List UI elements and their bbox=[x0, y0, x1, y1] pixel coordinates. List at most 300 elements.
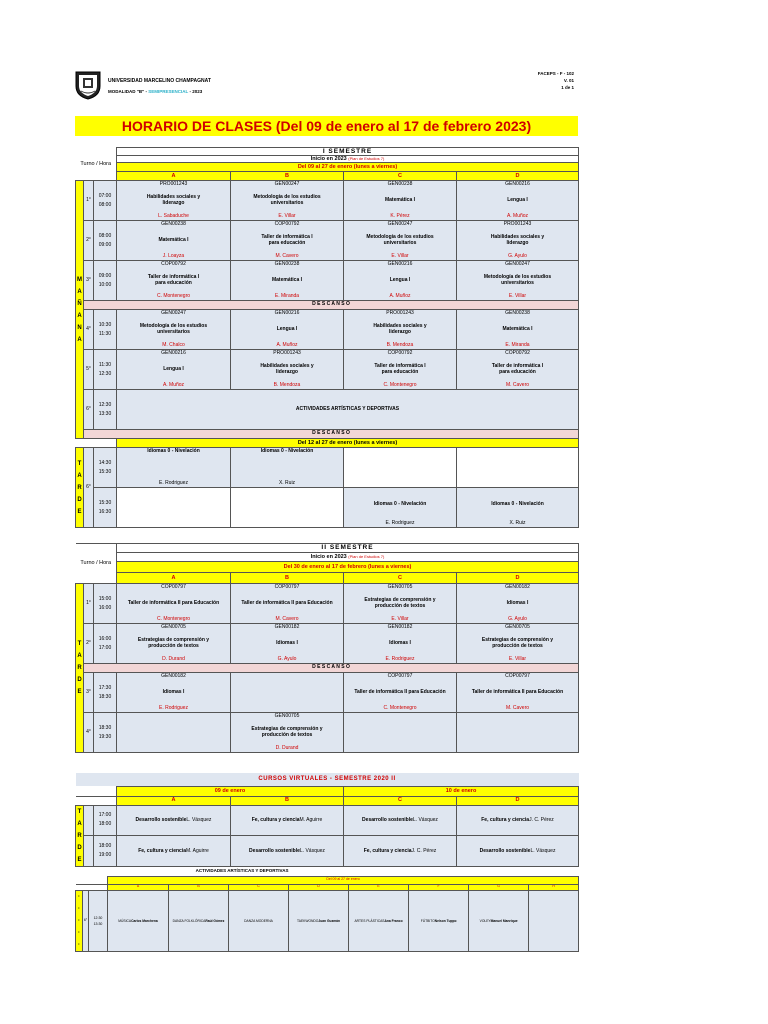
course-cell bbox=[457, 624, 579, 664]
time-start: 17:00 bbox=[98, 812, 112, 819]
course-cell bbox=[344, 181, 457, 221]
blank-cell bbox=[76, 439, 117, 448]
empty-cell bbox=[457, 713, 579, 753]
instructor-name: Juan Guzmán bbox=[318, 918, 340, 923]
column-header: D bbox=[457, 796, 579, 805]
course-name-line-1: Idiomas I bbox=[389, 639, 411, 646]
tarde-label bbox=[76, 448, 84, 528]
course-code: GEN00182 bbox=[274, 624, 300, 630]
period-number bbox=[84, 805, 94, 836]
time-end: 16:00 bbox=[98, 604, 112, 611]
time-end: 18:30 bbox=[98, 693, 112, 700]
professor-name: E. Villar bbox=[278, 212, 296, 219]
professor-name: D. Durand bbox=[162, 655, 185, 662]
course-cell bbox=[117, 261, 231, 301]
course-name-line-1: Lengua I bbox=[276, 325, 298, 332]
virtual-course-cell bbox=[117, 836, 231, 867]
time-start: 15:30 bbox=[98, 499, 112, 506]
course-name-line-1: Habilidades sociales y bbox=[373, 323, 427, 330]
activity-name: VOLEY bbox=[479, 918, 491, 923]
professor-name: L. Vásquez bbox=[412, 817, 438, 824]
column-header: E bbox=[349, 884, 409, 890]
course-cell bbox=[344, 261, 457, 301]
virtual-course-cell bbox=[344, 836, 457, 867]
shift-letter: E bbox=[77, 508, 82, 515]
course-name-line-1: Lengua I bbox=[389, 276, 411, 283]
course-name-line-2: universitarios bbox=[383, 239, 417, 246]
course-cell bbox=[457, 673, 579, 713]
period-number: 3° bbox=[84, 673, 94, 713]
course-cell bbox=[117, 448, 231, 488]
course-name-line-1: Matemática I bbox=[502, 325, 533, 332]
modality-year: - 2023 bbox=[188, 89, 203, 94]
time-start: 16:00 bbox=[98, 635, 112, 642]
course-code: GEN00182 bbox=[505, 584, 530, 590]
activity-cell bbox=[289, 890, 349, 951]
shift-letter: R bbox=[77, 484, 82, 491]
time-slot bbox=[94, 836, 117, 867]
course-code: GEN00216 bbox=[387, 261, 413, 268]
instructor-name: Raúl Gómez bbox=[205, 918, 225, 923]
course-name: Fe, cultura y ciencia bbox=[251, 817, 300, 824]
column-header: B bbox=[231, 172, 344, 181]
course-name-line-1: Habilidades sociales y bbox=[260, 363, 314, 370]
time-end: 19:00 bbox=[98, 851, 112, 858]
course-code: GEN00216 bbox=[505, 181, 530, 188]
professor-name: B. Mendoza bbox=[386, 341, 414, 348]
course-name-line-1: Habilidades sociales y bbox=[146, 194, 201, 201]
semester-2-title: II SEMESTRE bbox=[117, 544, 579, 553]
course-name: Idiomas 0 - Nivelación bbox=[373, 501, 427, 508]
professor-name: E. Rodriguez bbox=[385, 519, 415, 526]
column-header: G bbox=[469, 884, 529, 890]
column-header: C bbox=[344, 796, 457, 805]
time-slot bbox=[94, 488, 117, 528]
virtual-course-cell bbox=[457, 805, 579, 836]
professor-name: E. Rodriguez bbox=[159, 479, 188, 486]
column-header: A bbox=[108, 884, 169, 890]
course-name: Idiomas 0 - Nivelación bbox=[147, 448, 200, 455]
professor-name: M. Cavero bbox=[275, 615, 299, 622]
page-title-bar bbox=[75, 116, 578, 136]
course-name: Desarrollo sostenible bbox=[249, 847, 300, 854]
professor-name: K. Pérez bbox=[390, 212, 410, 219]
course-code: COP00792 bbox=[505, 350, 530, 357]
activity-cell bbox=[229, 890, 289, 951]
professor-name: C. Montenegro bbox=[383, 704, 417, 711]
course-cell bbox=[117, 488, 231, 528]
time-slot bbox=[94, 805, 117, 836]
time-end: 12:30 bbox=[98, 370, 112, 377]
course-cell bbox=[231, 350, 344, 390]
course-code: COP00792 bbox=[274, 221, 300, 228]
doc-version: V. 01 bbox=[563, 78, 574, 83]
time-start: 11:30 bbox=[98, 361, 112, 368]
semester-1-title: I SEMESTRE bbox=[117, 148, 579, 156]
course-name: Fe, cultura y ciencia bbox=[481, 817, 530, 824]
course-cell bbox=[344, 350, 457, 390]
activity-cell bbox=[349, 890, 409, 951]
course-code: PRO001243 bbox=[386, 310, 414, 317]
course-name-line-1: Taller de informática II para Educación bbox=[354, 688, 446, 695]
empty-cell bbox=[117, 713, 231, 753]
course-cell bbox=[117, 673, 231, 713]
professor-name: E. Villar bbox=[508, 292, 527, 299]
course-name-line-1: Matemática I bbox=[271, 276, 302, 283]
virtual-course-cell bbox=[344, 805, 457, 836]
course-cell bbox=[344, 221, 457, 261]
course-name-line-1: Habilidades sociales y bbox=[490, 234, 545, 241]
semester-1-start bbox=[117, 156, 579, 163]
shift-letter: D bbox=[77, 677, 82, 683]
semester-2-inicio: Inicio en 2023 bbox=[310, 553, 347, 560]
shift-letter: T bbox=[77, 808, 82, 815]
period-number: 2° bbox=[84, 624, 94, 664]
time-start: 18:30 bbox=[98, 724, 112, 731]
manana-label bbox=[76, 181, 84, 439]
afternoon-range: Del 12 al 27 de enero (lunes a viernes) bbox=[117, 439, 579, 448]
semester-1-inicio: Inicio en 2023 bbox=[310, 156, 347, 163]
course-code: GEN00182 bbox=[161, 673, 186, 679]
professor-name: X. Ruiz bbox=[509, 519, 526, 526]
arts-title: ACTIVIDADES ARTÍSTICAS Y DEPORTIVAS bbox=[195, 867, 289, 873]
course-name-line-1: Matemática I bbox=[158, 236, 189, 243]
virtual-course-cell bbox=[117, 805, 231, 836]
time-end: 11:30 bbox=[98, 330, 112, 337]
time-end: 13:30 bbox=[98, 410, 112, 417]
shift-letter: A bbox=[77, 312, 82, 319]
time-slot bbox=[94, 448, 117, 488]
time-end: 17:00 bbox=[98, 644, 112, 651]
course-code: COP00792 bbox=[387, 350, 413, 357]
shift-letter: A bbox=[77, 336, 82, 343]
break-row: D E S C A N S O bbox=[84, 301, 579, 310]
time-start: 12:30 bbox=[98, 401, 112, 408]
shift-letter: A bbox=[77, 653, 82, 659]
course-cell bbox=[457, 488, 579, 528]
shift-letter: D bbox=[77, 844, 82, 851]
time-end: 13:30 bbox=[93, 921, 103, 926]
time-end: 10:00 bbox=[98, 281, 112, 288]
doc-code: FACEPS - F - 102 bbox=[537, 71, 574, 76]
course-cell bbox=[117, 624, 231, 664]
professor-name: L. Vásquez bbox=[186, 817, 212, 824]
course-code: COP00797 bbox=[387, 673, 413, 679]
course-name-line-2: producción de textos bbox=[492, 642, 543, 649]
course-code: GEN00238 bbox=[387, 181, 413, 188]
period-number: 6° bbox=[83, 890, 89, 951]
column-header: A bbox=[117, 573, 231, 584]
course-cell bbox=[457, 350, 579, 390]
time-slot bbox=[94, 624, 117, 664]
column-header: C bbox=[344, 172, 457, 181]
course-name: Idiomas 0 - Nivelación bbox=[260, 448, 314, 455]
course-code: GEN00247 bbox=[161, 310, 186, 317]
semester-2-plan: (Plan de Estudios 7) bbox=[348, 553, 385, 559]
course-code: PRO001243 bbox=[273, 350, 301, 357]
course-cell bbox=[231, 448, 344, 488]
course-name-line-1: Metodología de los estudios bbox=[366, 234, 434, 241]
course-name-line-1: Taller de informática I bbox=[374, 363, 426, 370]
empty-cell bbox=[529, 890, 579, 951]
professor-name: A. Muñoz bbox=[389, 292, 411, 299]
instructor-name: Manuel Manrique bbox=[490, 918, 518, 923]
virtual-course-cell bbox=[457, 836, 579, 867]
course-name-line-1: Taller de informática I bbox=[147, 274, 200, 281]
time-start: 18:00 bbox=[98, 842, 112, 849]
course-cell bbox=[344, 673, 457, 713]
shift-letter: D bbox=[77, 496, 82, 503]
course-cell bbox=[231, 713, 344, 753]
modality-highlight: SEMIPRESENCIAL bbox=[148, 89, 189, 94]
professor-name: A. Muñoz bbox=[276, 341, 298, 348]
course-name-line-2: universitarios bbox=[157, 328, 190, 335]
professor-name: J. C. Pérez bbox=[529, 817, 554, 824]
course-name-line-1: Lengua I bbox=[507, 196, 528, 203]
doc-info bbox=[538, 70, 574, 91]
professor-name: J. Loayza bbox=[162, 252, 185, 259]
course-name: Desarrollo sostenible bbox=[362, 817, 413, 824]
arts-activities-row: ACTIVIDADES ARTÍSTICAS Y DEPORTIVAS bbox=[117, 390, 579, 430]
course-name-line-1: Estrategias de comprensión y bbox=[364, 597, 436, 603]
period-number bbox=[84, 836, 94, 867]
instructor-name: Carlos Marchena bbox=[131, 918, 158, 923]
activity-name: DANZA FOLKLÓRICA bbox=[172, 918, 206, 923]
course-cell bbox=[457, 310, 579, 350]
activity-cell bbox=[108, 890, 169, 951]
activity-name: FÚTBITO bbox=[420, 918, 435, 923]
column-header: H bbox=[529, 884, 579, 890]
shift-letter: T bbox=[77, 641, 82, 647]
column-header: B bbox=[231, 573, 344, 584]
period-number: 5° bbox=[84, 350, 94, 390]
column-header: C bbox=[344, 573, 457, 584]
course-cell bbox=[231, 261, 344, 301]
course-name-line-1: Matemática I bbox=[384, 196, 415, 203]
course-name-line-1: Taller de informática II para Educación bbox=[471, 688, 564, 695]
professor-name: A. Muñoz bbox=[506, 212, 529, 219]
shift-letter: N bbox=[77, 324, 82, 331]
professor-name: E. Miranda bbox=[505, 341, 530, 348]
activity-name: MÚSICA bbox=[118, 918, 132, 923]
course-name-line-1: Metodología de los estudios bbox=[253, 194, 321, 201]
professor-name: M. Cavero bbox=[505, 381, 530, 388]
time-end: 18:00 bbox=[98, 821, 112, 828]
semester-2-table bbox=[75, 543, 579, 753]
arts-range: Del 09 al 27 de enero bbox=[108, 876, 579, 884]
course-cell bbox=[457, 448, 579, 488]
period-number: 4° bbox=[84, 310, 94, 350]
time-slot bbox=[94, 673, 117, 713]
activity-cell bbox=[469, 890, 529, 951]
time-start: 17:30 bbox=[98, 684, 112, 691]
course-name-line-1: Metodología de los estudios bbox=[483, 274, 552, 281]
course-cell bbox=[457, 584, 579, 624]
time-slot bbox=[94, 261, 117, 301]
column-header: A bbox=[117, 172, 231, 181]
professor-name: A. Muñoz bbox=[162, 381, 185, 388]
course-cell bbox=[231, 488, 344, 528]
professor-name: C. Montenegro bbox=[383, 381, 417, 388]
professor-name: M. Aguirre bbox=[299, 817, 323, 824]
course-cell bbox=[457, 181, 579, 221]
course-name-line-1: Idiomas I bbox=[162, 688, 185, 695]
shift-letter: T bbox=[77, 460, 82, 467]
course-name-line-1: Taller de informática II para Educación bbox=[241, 599, 333, 606]
column-header: D bbox=[457, 172, 579, 181]
course-cell bbox=[344, 624, 457, 664]
professor-name: G. Ayulo bbox=[277, 655, 297, 662]
professor-name: M. Cavero bbox=[505, 704, 530, 711]
course-cell bbox=[231, 584, 344, 624]
virtual-blank bbox=[76, 786, 117, 796]
course-cell bbox=[117, 350, 231, 390]
empty-cell bbox=[344, 713, 457, 753]
virtual-blank-2 bbox=[76, 796, 117, 805]
course-cell bbox=[344, 488, 457, 528]
course-code: GEN00247 bbox=[505, 261, 530, 268]
doc-page: 1 de 1 bbox=[561, 85, 574, 90]
shift-letter: A bbox=[77, 288, 82, 295]
semester-1-range: Del 09 al 27 de enero (lunes a viernes) bbox=[117, 163, 579, 172]
course-name-line-2: producción de textos bbox=[261, 731, 313, 738]
course-name-line-1: Estrategias de comprensión y bbox=[481, 637, 554, 643]
course-name: Desarrollo sostenible bbox=[135, 817, 187, 824]
period-number: 3° bbox=[84, 261, 94, 301]
course-code: GEN00247 bbox=[387, 221, 413, 228]
course-name-line-1: Metodología de los estudios bbox=[139, 323, 208, 330]
course-cell bbox=[231, 624, 344, 664]
time-slot bbox=[89, 890, 108, 951]
course-name-line-1: Taller de informática I bbox=[261, 234, 313, 241]
activity-name: TAEKWONDO bbox=[297, 918, 319, 923]
course-code: GEN00705 bbox=[161, 624, 186, 630]
time-slot bbox=[94, 181, 117, 221]
time-slot bbox=[94, 221, 117, 261]
break-row: D E S C A N S O bbox=[84, 664, 579, 673]
activity-name: ARTES PLÁSTICAS bbox=[354, 918, 385, 923]
professor-name: E. Rodriguez bbox=[385, 655, 415, 662]
professor-name: G. Ayulo bbox=[508, 252, 527, 259]
shift-letter: E bbox=[77, 856, 82, 863]
tarde-label bbox=[76, 890, 83, 951]
semester-1-plan: (Plan de Estudios 7) bbox=[348, 156, 385, 162]
course-code: GEN00238 bbox=[505, 310, 530, 317]
time-slot bbox=[94, 350, 117, 390]
activity-name: DANZA MODERNA bbox=[244, 918, 273, 923]
course-name: Fe, cultura y ciencia bbox=[138, 847, 186, 854]
column-header: C bbox=[229, 884, 289, 890]
course-code: GEN00216 bbox=[274, 310, 300, 317]
column-header: D bbox=[457, 573, 579, 584]
course-name-line-2: liderazgo bbox=[389, 328, 411, 335]
period-number: 6° bbox=[84, 448, 94, 528]
course-cell bbox=[231, 221, 344, 261]
course-name-line-1: Taller de informática II para Educación bbox=[127, 599, 220, 606]
tarde-label bbox=[76, 584, 84, 753]
professor-name: C. Montenegro bbox=[156, 292, 191, 299]
time-end: 19:30 bbox=[98, 733, 112, 740]
semester-1-table bbox=[75, 147, 579, 528]
time-end: 09:00 bbox=[98, 241, 112, 248]
course-name-line-1: Estrategias de comprensión y bbox=[137, 637, 210, 643]
virtual-title: CURSOS VIRTUALES - SEMESTRE 2020 II bbox=[258, 775, 396, 782]
course-cell bbox=[344, 448, 457, 488]
professor-name: B. Mendoza bbox=[273, 381, 301, 388]
course-name: Idiomas 0 - Nivelación bbox=[491, 501, 544, 508]
professor-name: C. Montenegro bbox=[156, 615, 191, 622]
professor-name: M. Chalco bbox=[162, 341, 185, 348]
professor-name: L. Sabaduche bbox=[158, 212, 189, 219]
time-end: 08:00 bbox=[98, 201, 112, 208]
virtual-course-cell bbox=[231, 836, 344, 867]
course-code: GEN00247 bbox=[274, 181, 300, 188]
course-code: GEN00238 bbox=[161, 221, 186, 228]
virtual-date-1: 09 de enero bbox=[117, 786, 344, 796]
column-header: B bbox=[169, 884, 229, 890]
instructor-name: Ana Franco bbox=[384, 918, 403, 923]
course-code: PRO001243 bbox=[503, 221, 532, 228]
course-code: GEN00705 bbox=[505, 624, 530, 630]
time-end: 16:30 bbox=[98, 508, 112, 515]
course-name-line-2: producción de textos bbox=[374, 602, 426, 609]
course-cell bbox=[344, 310, 457, 350]
time-start: 15:00 bbox=[98, 595, 112, 602]
university-seal bbox=[75, 70, 101, 100]
course-code: GEN00238 bbox=[274, 261, 300, 268]
course-name-line-2: para educación bbox=[381, 368, 419, 375]
tarde-label bbox=[76, 805, 84, 866]
shift-letter: · bbox=[78, 905, 80, 912]
column-header: D bbox=[289, 884, 349, 890]
course-name-line-2: para educación bbox=[268, 239, 306, 246]
professor-name: E. Rodriguez bbox=[159, 704, 188, 711]
course-code: GEN00216 bbox=[161, 350, 186, 357]
course-code: COP00797 bbox=[274, 584, 300, 590]
time-slot bbox=[94, 584, 117, 624]
time-slot bbox=[94, 713, 117, 753]
activity-cell bbox=[409, 890, 469, 951]
time-slot bbox=[94, 390, 117, 430]
course-code: GEN00182 bbox=[387, 624, 413, 630]
course-name-line-1: Idiomas I bbox=[276, 639, 298, 646]
course-code: COP00792 bbox=[161, 261, 186, 268]
shift-letter: Ñ bbox=[77, 300, 82, 307]
semester-2-start bbox=[117, 553, 579, 562]
professor-name: M. Cavero bbox=[275, 252, 299, 259]
modality-line bbox=[108, 89, 202, 94]
course-cell bbox=[457, 221, 579, 261]
professor-name: L. Vásquez bbox=[530, 847, 556, 854]
shift-letter: · bbox=[78, 917, 80, 924]
course-code: COP00797 bbox=[161, 584, 186, 590]
semester-2-range: Del 30 de enero al 17 de febrero (lunes a viernes) bbox=[117, 562, 579, 573]
professor-name: G. Ayulo bbox=[508, 615, 527, 622]
course-name-line-2: para educación bbox=[499, 368, 536, 375]
course-cell bbox=[117, 221, 231, 261]
professor-name: M. Aguirre bbox=[186, 847, 209, 854]
course-code: GEN00705 bbox=[387, 584, 413, 590]
professor-name: D. Durand bbox=[275, 744, 299, 751]
modality-prefix: MODALIDAD "B" - bbox=[108, 89, 149, 94]
course-cell bbox=[457, 261, 579, 301]
course-name-line-2: liderazgo bbox=[276, 368, 298, 375]
course-name-line-1: Taller de informática I bbox=[491, 363, 544, 370]
course-code: GEN00705 bbox=[274, 713, 300, 719]
empty-cell bbox=[231, 673, 344, 713]
virtual-courses-table bbox=[75, 773, 579, 867]
period-number: 1° bbox=[84, 181, 94, 221]
